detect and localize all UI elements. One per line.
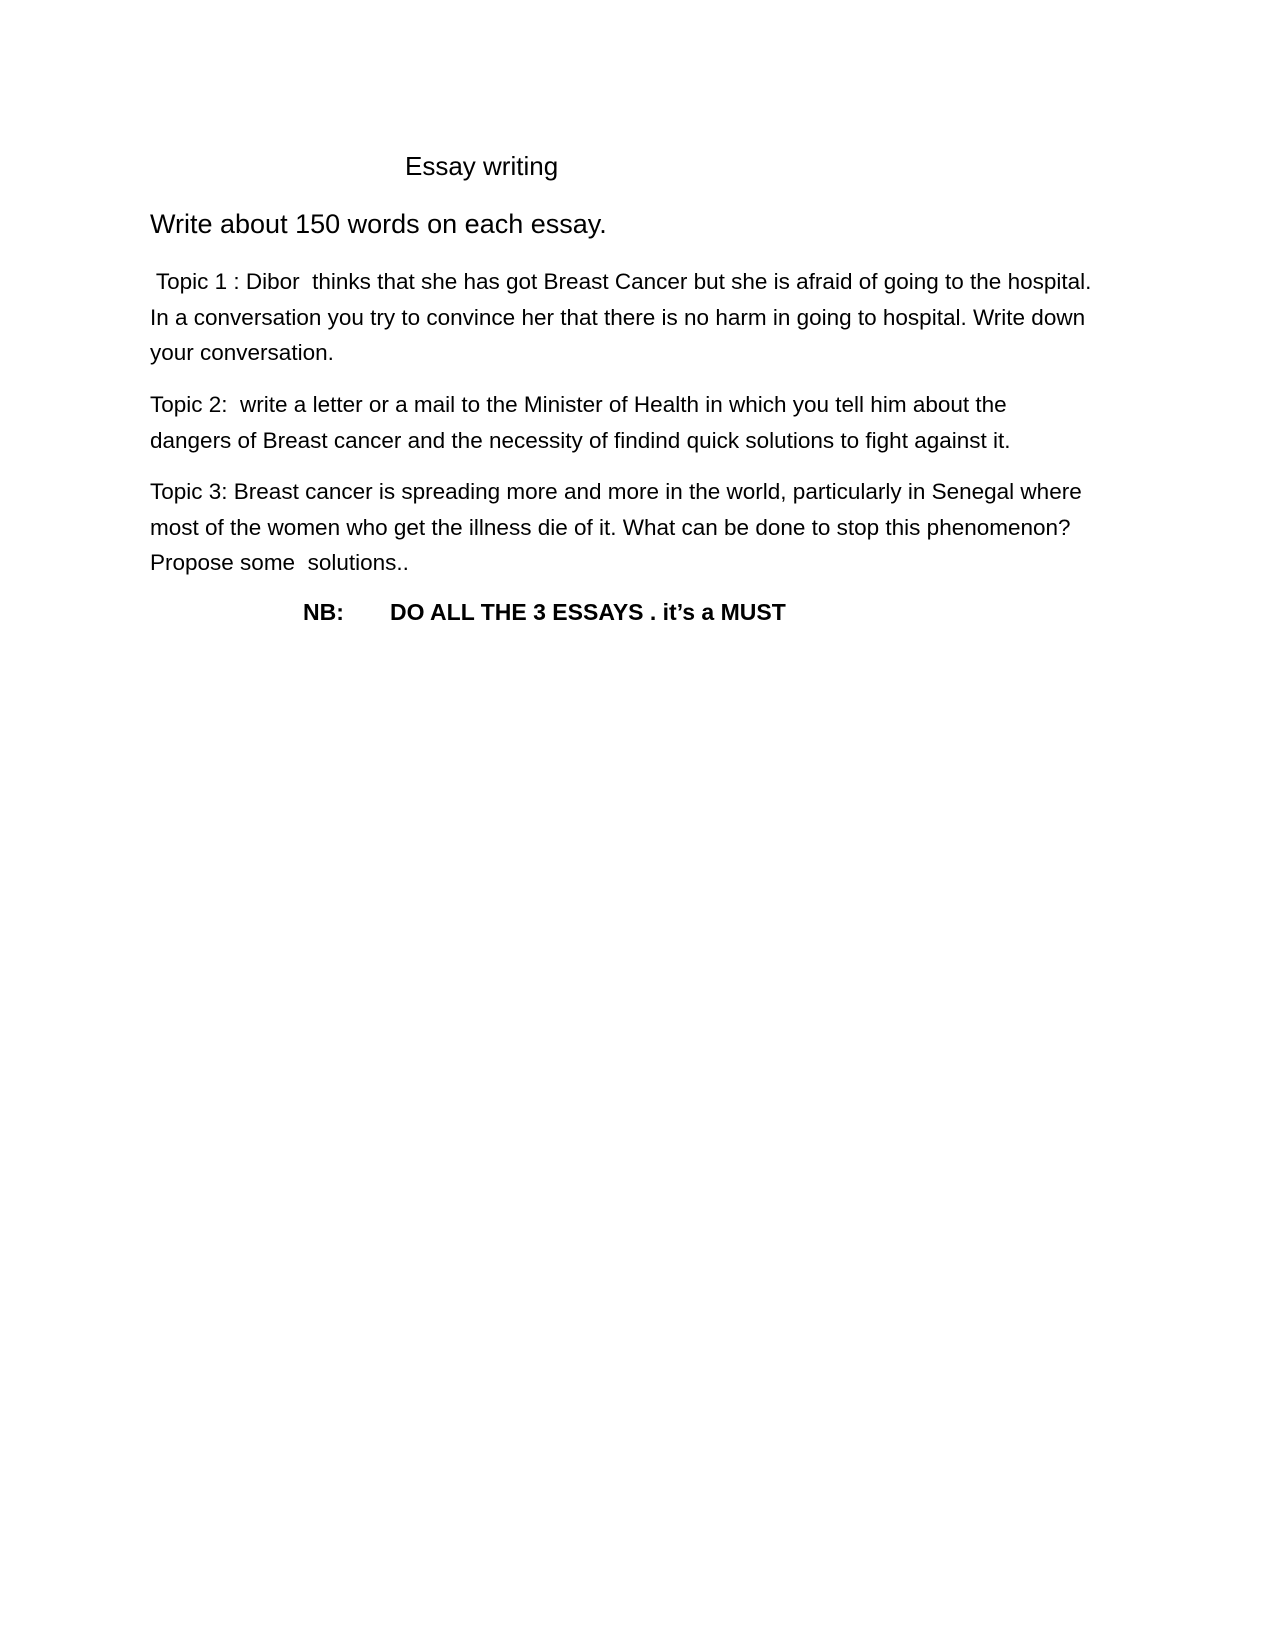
topic-2-paragraph (150, 387, 1120, 458)
topic-3-line-1: Topic 3: Breast cancer is spreading more and more in the world, particularly in Senegal where (150, 479, 1082, 504)
document-title: Essay writing (405, 151, 559, 181)
topic-1-line-1: Topic 1 : Dibor thinks that she has got Breast Cancer but she is afraid of going to the hospital. (150, 269, 1092, 294)
topic-2-line-1: Topic 2: write a letter or a mail to the Minister of Health in which you tell him about the (150, 392, 1007, 417)
nb-label: NB: (303, 599, 344, 625)
nb-note-text: DO ALL THE 3 ESSAYS . it’s a MUST (390, 599, 786, 625)
topic-3-line-3: Propose some solutions.. (150, 550, 409, 575)
topic-1-line-3: your conversation. (150, 340, 334, 365)
topic-3-paragraph (150, 474, 1120, 581)
topic-1-line-2: In a conversation you try to convince her that there is no harm in going to hospital. Write down (150, 304, 1086, 330)
topic-2-line-2: dangers of Breast cancer and the necessity of findind quick solutions to fight against it. (150, 427, 1011, 453)
instruction-text: Write about 150 words on each essay. (150, 209, 607, 239)
topic-1-paragraph (150, 264, 1120, 371)
topic-3-line-2: most of the women who get the illness die of it. What can be done to stop this phenomenon? (150, 514, 1071, 540)
